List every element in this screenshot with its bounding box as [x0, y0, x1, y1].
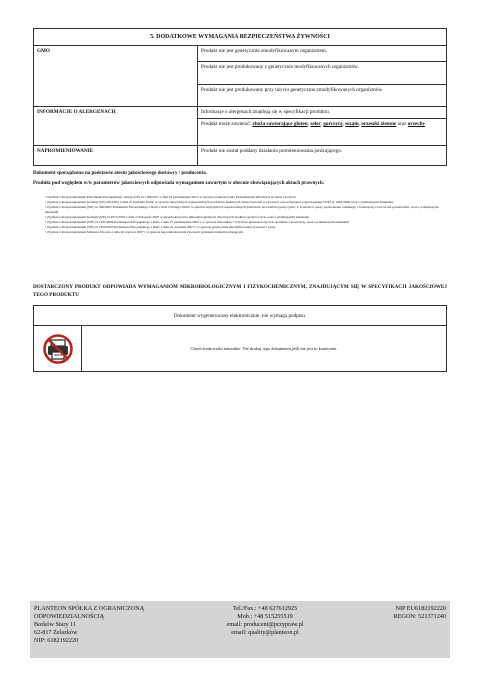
company-footer — [30, 601, 450, 658]
allergen-item: zboża zawierające gluten — [252, 121, 308, 128]
gmo-statement-2: Produkt nie jest produkowany z genetycznie modyfikowanych organizmów. — [198, 62, 447, 85]
regulation-item: • Zgodnie z Rozporządzeniem Komisji (UE) 2023/915 z dnia 25 kwietnia 2023r. w sprawie najwyższych dopuszczalnych poziomów niektórych zanieczyszczeń w żywności oraz uchylające rozporządzenie (WE) nr 1881/2006 wraz z późniejszymi zmianami — [45, 199, 393, 204]
supplier-statement: DOSTARCZONY PRODUKT ODPOWIADA WYMAGANIOM MIKROBIOLOGICZNYM I FIZYKOCHEMICZNYM, ZNAJDUJĄCYM SIĘ W SPECYFIKACJI JAKOŚCIOWEJ TEGO PRODUKTU — [33, 284, 447, 298]
allergen-item: gorczycę — [323, 121, 343, 128]
supplier-certificate-note: Dokument sporządzono na podstawie atestu jakościowego dostawcy / producenta. — [33, 171, 207, 176]
no-print-icon — [42, 333, 74, 365]
allergen-item: sezam — [345, 121, 359, 128]
footer-contact: Tel./Fax.: +48 627612925 Mob.: +48 515255519 email: producent@przypraw.pl email: quality@planteon.pl — [226, 605, 304, 636]
allergens-may-contain: Produkt może zawierać: zboża zawierające gluten, seler, gorczycę, sezam, orzeszki ziemne oraz orzechy. — [198, 119, 447, 146]
regulation-item: • Zgodnie z Rozporządzeniem (WE) nr 396/2005 Parlamentu Europejskiego i Rady z dnia 23 lutego 2005r. w sprawie najwyższych dopuszczalnych poziomów pozostałości pestycydów w żywności i paszy pochodzenia roślinnego i zwierzęcego oraz na ich powierzchni, wraz z późniejszymi zmianami — [45, 204, 439, 214]
regulation-item: • Zgodnie z Rozporządzeniem (WE) nr 1935/2004 Parlamentu Europejskiego i Rady z dnia 27 października 2004 r. w sprawie materiałów i wyrobów przeznaczonych do kontaktu z żywnością, wraz z późniejszymi zmianami — [45, 219, 349, 224]
regulation-item: • Zgodnie z Rozporządzeniem Ministra Zdrowia z dnia 20 czerwca 2007 r w sprawie napromieniowania żywności promieniowaniem jonizującym. — [45, 229, 244, 234]
allergen-item: seler — [310, 121, 321, 128]
section-title: 5. DODATKOWE WYMAGANIA BEZPIECZEŃSTWA ŻYWNOŚCI — [34, 29, 447, 46]
eco-icon-cell — [34, 326, 82, 372]
food-safety-requirements-table — [33, 28, 447, 166]
footer-registration: NIP EU6182192220 REGON: 521371240 — [393, 605, 446, 620]
eco-notice-box — [33, 305, 447, 372]
footer-company-address: PLANTEON SPÓŁKA Z OGRANICZONĄ ODPOWIEDZIALNOŚCIĄ Borków Stary 11 62-817 Żelazków NIP: 6182192220 — [34, 605, 145, 644]
regulation-item: • Zgodnie z Rozporządzeniem (WE) nr 1829/2003 Parlamentu Europejskiego i Rady z dnia 22 września 2003 r. w sprawie genetycznie zmodyfikowanej żywności i paszy — [45, 224, 276, 229]
gmo-label: GMO — [34, 46, 198, 107]
allergens-label: INFORMACJE O ALERGENACH — [34, 107, 198, 146]
electronic-document-notice: Dokument wygenerowany elektronicznie, nie wymaga podpisu. — [34, 306, 446, 326]
allergens-info: Informacje o alergenach znajdują się w specyfikacji produktu. — [198, 107, 447, 119]
irradiation-value: Produkt nie został poddany działaniu promieniowania jonizującego. — [198, 146, 447, 166]
regulation-item: • Zgodnie z Rozporządzeniem Komisji (WE) nr 2073/2005 z dnia 15 listopada 2005 w sprawie kryteriów mikrobiologicznych dotyczących środków spożywczych, wraz z późniejszymi zmianami — [45, 214, 310, 219]
regulations-list — [33, 195, 447, 235]
allergen-item: orzeszki ziemne — [361, 121, 397, 128]
gmo-statement-3: Produkt nie jest produkowany przy użyciu genetycznie zmodyfikowanych organizmów. — [198, 85, 447, 107]
gmo-statement-1: Produkt nie jest genetycznie zmodyfikowanym organizmem. — [198, 46, 447, 62]
regulation-item: • Zgodnie z Rozporządzeniem Parlamentu Europejskiego i Rady (UE) nr 1169/2011 z dnia 25 października 2011r w sprawie przekazywania konsumentom informacji na temat żywności — [45, 195, 296, 199]
irradiation-label: NAPROMIENIOWANIE — [34, 146, 198, 166]
compliance-note: Produkt pod względem w/w parametrów jakościowych odpowiada wymaganiom zawartym w obecnie obowiązujących aktach prawnych. — [33, 181, 325, 186]
allergen-item: orzechy — [407, 121, 426, 128]
do-not-print-message: Chroń środowisko naturalne. Nie drukuj tego dokumentu jeśli nie jest to konieczne. — [190, 346, 338, 351]
